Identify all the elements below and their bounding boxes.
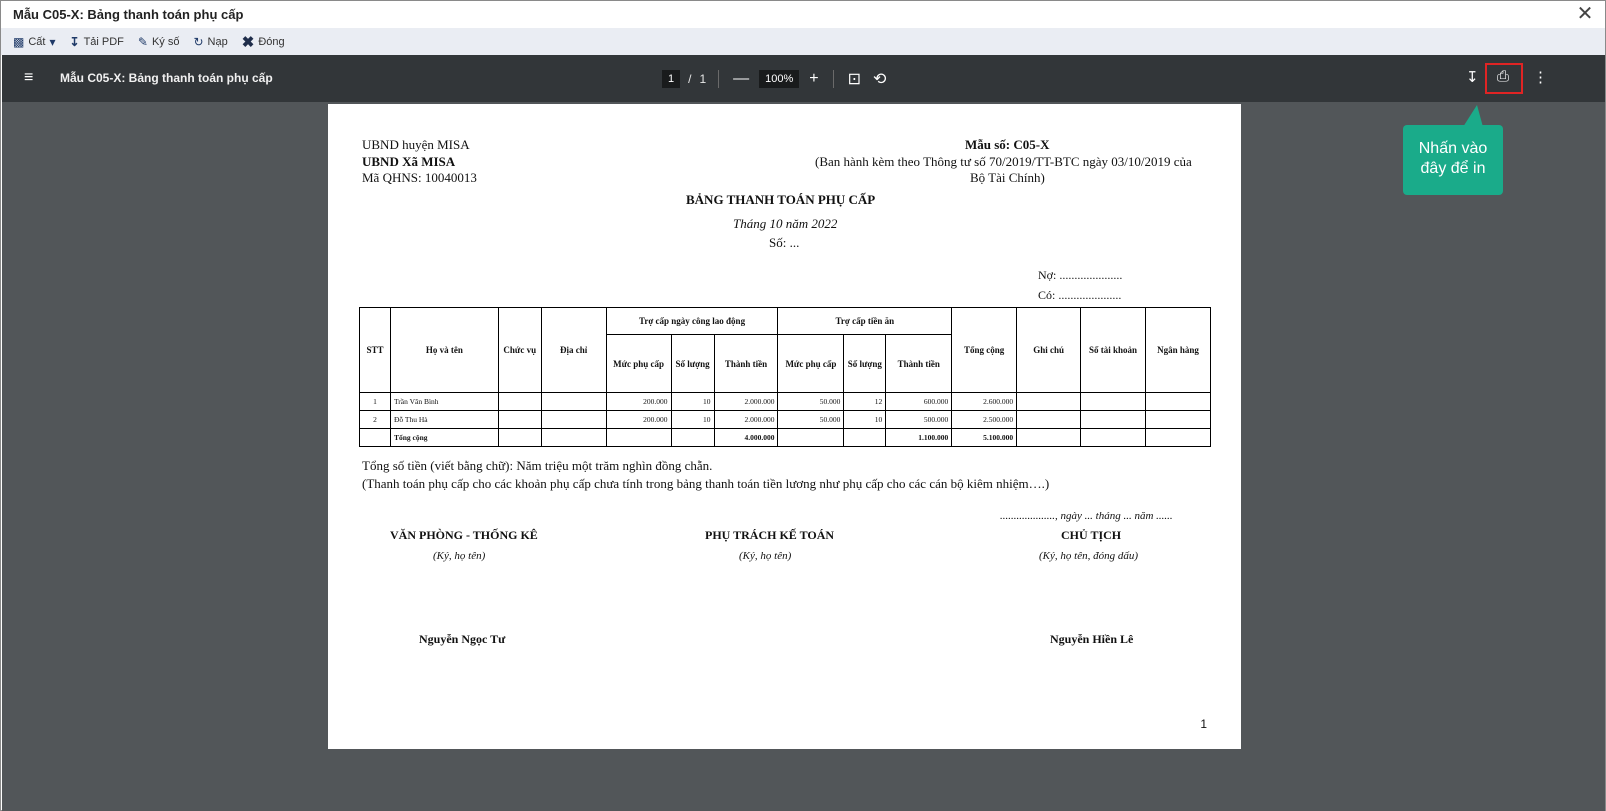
- sign-icon: ✎: [137, 34, 148, 49]
- pdf-page: [328, 104, 1241, 749]
- print-button-highlight: [1485, 63, 1523, 94]
- cell-stt: 1: [360, 393, 391, 411]
- date-line: ...................., ngày ... tháng ... năm ......: [1000, 510, 1173, 522]
- cell-bank: [1145, 411, 1210, 429]
- toolbar: [1, 28, 1605, 55]
- pdf-document-title: Mẫu C05-X: Bảng thanh toán phụ cấp: [60, 71, 273, 85]
- cell-qty-1: 10: [671, 393, 714, 411]
- total-amount-2: 1.100.000: [886, 429, 952, 447]
- save-icon: ▩: [13, 34, 25, 49]
- download-pdf-button[interactable]: [70, 35, 124, 49]
- zoom-input[interactable]: 100%: [759, 70, 799, 88]
- save-label: Cất: [28, 35, 46, 48]
- cell-rate-1: 200.000: [606, 393, 671, 411]
- fit-page-icon[interactable]: ⊡: [847, 71, 862, 88]
- qhns-code: Mã QHNS: 10040013: [362, 170, 477, 185]
- signer-2-title: PHỤ TRÁCH KẾ TOÁN: [705, 528, 835, 542]
- cell-amount-2: 600.000: [886, 393, 952, 411]
- document-title: BẢNG THANH TOÁN PHỤ CẤP: [686, 192, 876, 207]
- cell-rate-2: [778, 429, 844, 447]
- cell-stt: 2: [360, 411, 391, 429]
- org-commune: UBND Xã MISA: [362, 154, 456, 169]
- signer-1-name: Nguyễn Ngọc Tư: [419, 632, 506, 646]
- cell-bank: [1145, 393, 1210, 411]
- cell-qty-1: [671, 429, 714, 447]
- header-amount-1: Thành tiền: [714, 335, 778, 393]
- form-note-line2: Bộ Tài Chính): [970, 170, 1045, 185]
- more-options-icon[interactable]: ⋮: [1533, 69, 1548, 86]
- cell-bank: [1145, 429, 1210, 447]
- rotate-icon[interactable]: ⟲: [873, 71, 887, 88]
- reload-label: Nạp: [207, 35, 228, 48]
- cell-position: [498, 411, 541, 429]
- chevron-down-icon[interactable]: ▾: [49, 34, 56, 49]
- page-separator: /: [688, 72, 692, 86]
- header-total: Tổng cộng: [952, 308, 1017, 393]
- signer-3-name: Nguyễn Hiền Lê: [1050, 632, 1134, 646]
- header-address: Địa chỉ: [541, 308, 606, 393]
- cell-note: [1017, 393, 1081, 411]
- org-district: UBND huyện MISA: [362, 137, 470, 152]
- download-icon: ↧: [69, 34, 80, 49]
- form-note-line1: (Ban hành kèm theo Thông tư số 70/2019/TT-BTC ngày 03/10/2019 của: [815, 154, 1192, 169]
- close-label: Đóng: [258, 35, 285, 48]
- cell-rate-1: [606, 429, 671, 447]
- cell-qty-1: 10: [671, 411, 714, 429]
- cell-total: 2.500.000: [952, 411, 1017, 429]
- cell-qty-2: 12: [844, 393, 886, 411]
- zoom-out-button[interactable]: —: [733, 70, 750, 87]
- cell-amount-1: 2.000.000: [714, 411, 778, 429]
- cell-name: Trần Văn Bình: [390, 393, 498, 411]
- cell-rate-2: 50.000: [778, 393, 844, 411]
- signer-2-note: (Ký, họ tên): [739, 550, 792, 562]
- cell-account: [1081, 411, 1146, 429]
- page-number-input[interactable]: 1: [662, 70, 680, 88]
- toolbar-divider: [833, 70, 834, 88]
- allowance-table: [359, 307, 1211, 447]
- grand-total: 5.100.000: [952, 429, 1017, 447]
- table-row: [360, 393, 1211, 411]
- table-total-row: [360, 429, 1211, 447]
- cell-account: [1081, 429, 1146, 447]
- header-qty-2: Số lượng: [844, 335, 886, 393]
- menu-icon[interactable]: ≡: [24, 69, 34, 86]
- cell-address: [541, 411, 606, 429]
- page-number: 1: [1200, 717, 1207, 731]
- credit-account: Có: .....................: [1038, 288, 1122, 302]
- total-amount-1: 4.000.000: [714, 429, 778, 447]
- document-period: Tháng 10 năm 2022: [733, 216, 838, 231]
- amount-in-words: Tổng số tiền (viết bằng chữ): Năm triệu một trăm nghìn đồng chẵn.: [362, 458, 713, 473]
- cell-stt: [360, 429, 391, 447]
- signer-1-title: VĂN PHÒNG - THỐNG KÊ: [390, 528, 538, 542]
- reload-button[interactable]: [193, 35, 227, 49]
- close-icon: ✖: [241, 33, 255, 51]
- signer-1-note: (Ký, họ tên): [433, 550, 486, 562]
- signer-3-title: CHỦ TỊCH: [1061, 528, 1122, 542]
- close-window-icon[interactable]: ✕: [1576, 3, 1594, 25]
- title-bar: [1, 1, 1605, 28]
- pdf-page-controls: [662, 67, 888, 91]
- cell-total: 2.600.000: [952, 393, 1017, 411]
- cell-amount-2: 500.000: [886, 411, 952, 429]
- print-hint-tooltip: [1403, 125, 1503, 195]
- header-stt: STT: [360, 308, 391, 393]
- cell-address: [541, 429, 606, 447]
- window-title: Mẫu C05-X: Bảng thanh toán phụ cấp: [13, 7, 244, 22]
- close-button[interactable]: [242, 33, 285, 51]
- download-pdf-label: Tải PDF: [83, 35, 124, 48]
- signer-3-note: (Ký, họ tên, đóng dấu): [1039, 550, 1138, 562]
- digital-sign-button[interactable]: [138, 35, 180, 49]
- header-qty-1: Số lượng: [671, 335, 714, 393]
- pdf-viewer-toolbar: [2, 55, 1605, 102]
- cell-name: Đỗ Thu Hà: [390, 411, 498, 429]
- cell-position: [498, 429, 541, 447]
- payment-note: (Thanh toán phụ cấp cho các khoản phụ cấp chưa tính trong bảng thanh toán tiền lương như phụ cấp cho các cán bộ kiêm nhiệm….): [362, 476, 1050, 491]
- cell-address: [541, 393, 606, 411]
- cell-qty-2: [844, 429, 886, 447]
- header-amount-2: Thành tiền: [886, 335, 952, 393]
- header-labor-allowance: Trợ cấp ngày công lao động: [606, 308, 778, 335]
- page-total: 1: [699, 72, 707, 86]
- header-note: Ghi chú: [1017, 308, 1081, 393]
- toolbar-divider: [718, 70, 719, 88]
- document-number: Số: ...: [769, 235, 800, 250]
- pdf-download-icon[interactable]: ↧: [1466, 69, 1479, 86]
- header-meal-allowance: Trợ cấp tiền ăn: [778, 308, 952, 335]
- header-rate-2: Mức phụ cấp: [778, 335, 844, 393]
- cell-rate-2: 50.000: [778, 411, 844, 429]
- cell-note: [1017, 429, 1081, 447]
- header-position: Chức vụ: [498, 308, 541, 393]
- header-bank: Ngân hàng: [1145, 308, 1210, 393]
- table-row: [360, 411, 1211, 429]
- refresh-icon: ↻: [193, 34, 204, 49]
- save-button[interactable]: [13, 35, 56, 49]
- header-account-number: Số tài khoản: [1081, 308, 1146, 393]
- cell-account: [1081, 393, 1146, 411]
- print-icon[interactable]: ⎙: [1497, 68, 1510, 85]
- digital-sign-label: Ký số: [151, 35, 180, 48]
- tooltip-line-2: đây để in: [1420, 160, 1486, 177]
- tooltip-arrow: [1463, 105, 1483, 127]
- debit-account: Nợ: .....................: [1038, 268, 1123, 282]
- tooltip-line-1: Nhấn vào: [1418, 140, 1488, 157]
- cell-note: [1017, 411, 1081, 429]
- header-rate-1: Mức phụ cấp: [606, 335, 671, 393]
- cell-rate-1: 200.000: [606, 411, 671, 429]
- total-label: Tổng cộng: [390, 429, 498, 447]
- zoom-in-button[interactable]: +: [809, 70, 819, 87]
- cell-position: [498, 393, 541, 411]
- cell-amount-1: 2.000.000: [714, 393, 778, 411]
- form-number: Mẫu số: C05-X: [965, 137, 1050, 152]
- header-name: Họ và tên: [390, 308, 498, 393]
- cell-qty-2: 10: [844, 411, 886, 429]
